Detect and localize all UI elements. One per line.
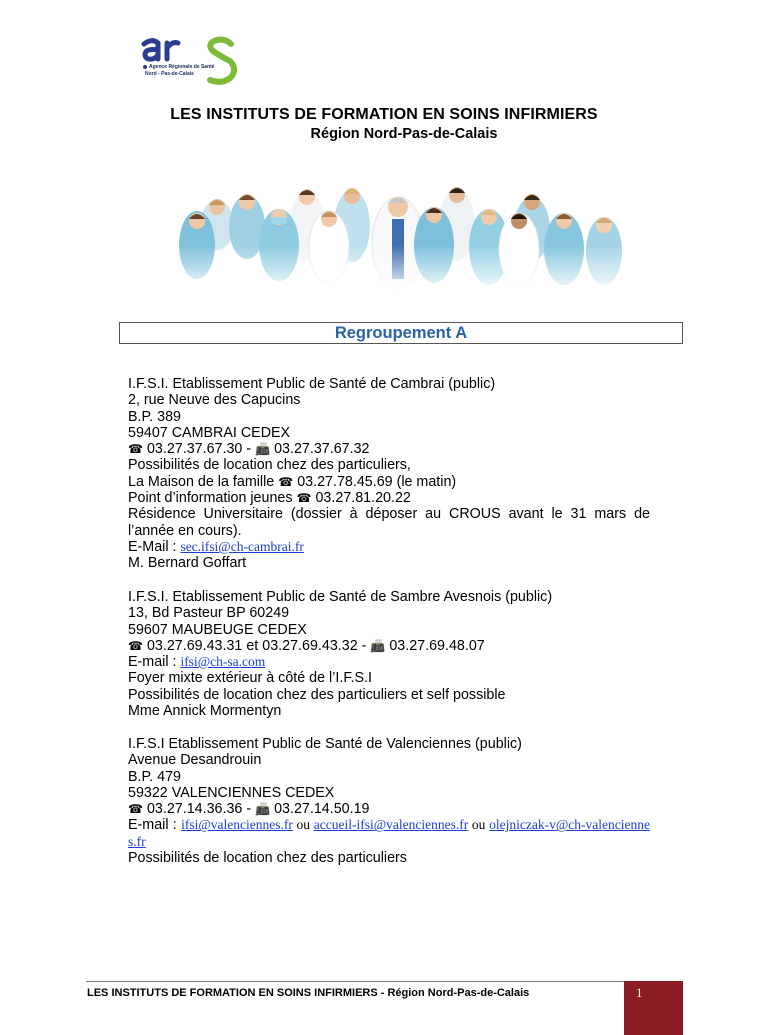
ars-logo [140,34,240,86]
phone-number: 03.27.14.36.36 [146,801,243,818]
phone-number: 03.27.69.43.31 et 03.27.69.43.32 [146,637,358,654]
medical-staff-image [175,185,630,290]
phone-icon: ☎ [128,638,143,653]
note: Foyer mixte extérieur à côté de l’I.F.S.I [128,670,372,687]
institute-cambrai [128,376,650,572]
institute-maubeuge [128,589,650,719]
page-number-box [624,981,683,1035]
note [128,474,650,490]
phone-number: 03.27.78.45.69 (le matin) [297,473,457,490]
city-line: 59322 VALENCIENNES CEDEX [128,784,335,801]
note-label: Point d’information jeunes [128,490,293,507]
address-line: B.P. 479 [128,768,181,785]
email-label: E-Mail : [128,538,181,555]
phone-number: 03.27.81.20.22 [315,490,411,507]
email-label: E-mail : [128,817,182,834]
phone-icon: ☎ [278,474,294,489]
note-label: La Maison de la famille [128,473,275,490]
footer-text: LES INSTITUTS DE FORMATION EN SOINS INFIRMIERS - Région Nord-Pas-de-Calais [87,987,530,999]
institute-valenciennes [128,736,650,866]
contact-numbers: ☎ 03.27.69.43.31 et 03.27.69.43.32 - 📠 03.27.69.48.07 [128,637,485,654]
logo-agency-name: Agence Régionale de Santé [149,64,215,70]
email-link[interactable]: sec.ifsi@ch-cambrai.fr [180,538,304,554]
note: Possibilités de location chez des particuliers, [128,457,411,474]
fax-icon: 📠 [370,638,386,653]
phone-icon: ☎ [128,802,143,817]
phone-icon: ☎ [296,491,312,506]
ars-logo-mark [140,34,240,86]
email-line [128,817,650,850]
fax-icon: 📠 [255,442,271,457]
fax-number: 03.27.14.50.19 [274,801,370,818]
note: Possibilités de location chez des particuliers [128,850,407,867]
address-line: B.P. 389 [128,408,181,425]
email-link[interactable]: accueil-ifsi@valenciennes.fr [313,817,469,833]
or-separator: ou [468,817,490,833]
page-subtitle: Région Nord-Pas-de-Calais [310,126,498,142]
contact-person: M. Bernard Goffart [128,555,247,572]
email-line [128,539,650,555]
email-link[interactable]: ifsi@valenciennes.fr [181,817,293,833]
address-line: Avenue Desandrouin [128,752,262,769]
institute-name: I.F.S.I. Etablissement Public de Santé de Sambre Avesnois (public) [128,589,553,605]
contact-person: Mme Annick Mormentyn [128,703,282,720]
or-separator: ou [292,817,314,833]
fax-number: 03.27.69.48.07 [389,637,485,654]
institute-name: I.F.S.I. Etablissement Public de Santé de Cambrai (public) [128,376,496,392]
note: Résidence Universitaire (dossier à déposer au CROUS avant le 31 mars de l’année en cours). [128,506,650,539]
city-line: 59407 CAMBRAI CEDEX [128,424,291,441]
logo-region-name: Nord - Pas-de-Calais [145,71,194,77]
fax-icon: 📠 [255,802,271,817]
fax-number: 03.27.37.67.32 [274,441,370,458]
email-line [128,654,650,670]
page-number: 1 [636,985,643,1000]
phone-number: 03.27.37.67.30 [146,441,243,458]
page-title: LES INSTITUTS DE FORMATION EN SOINS INFIRMIERS [170,106,598,123]
phone-icon: ☎ [128,442,143,457]
institute-name: I.F.S.I Etablissement Public de Santé de Valenciennes (public) [128,736,522,752]
contact-numbers: ☎ 03.27.37.67.30 - 📠 03.27.37.67.32 [128,441,370,458]
email-label: E-mail : [128,654,181,671]
section-banner: Regroupement A [119,322,683,344]
note [128,490,650,506]
email-link[interactable]: olejniczak-v@ch-valenciennes.fr [128,817,650,849]
footer-divider [86,981,625,982]
note: Possibilités de location chez des particuliers et self possible [128,686,506,703]
address-line: 2, rue Neuve des Capucins [128,392,301,409]
city-line: 59607 MAUBEUGE CEDEX [128,621,307,638]
email-link[interactable]: ifsi@ch-sa.com [180,654,266,670]
contact-numbers: ☎ 03.27.14.36.36 - 📠 03.27.14.50.19 [128,801,370,818]
address-line: 13, Bd Pasteur BP 60249 [128,605,290,622]
